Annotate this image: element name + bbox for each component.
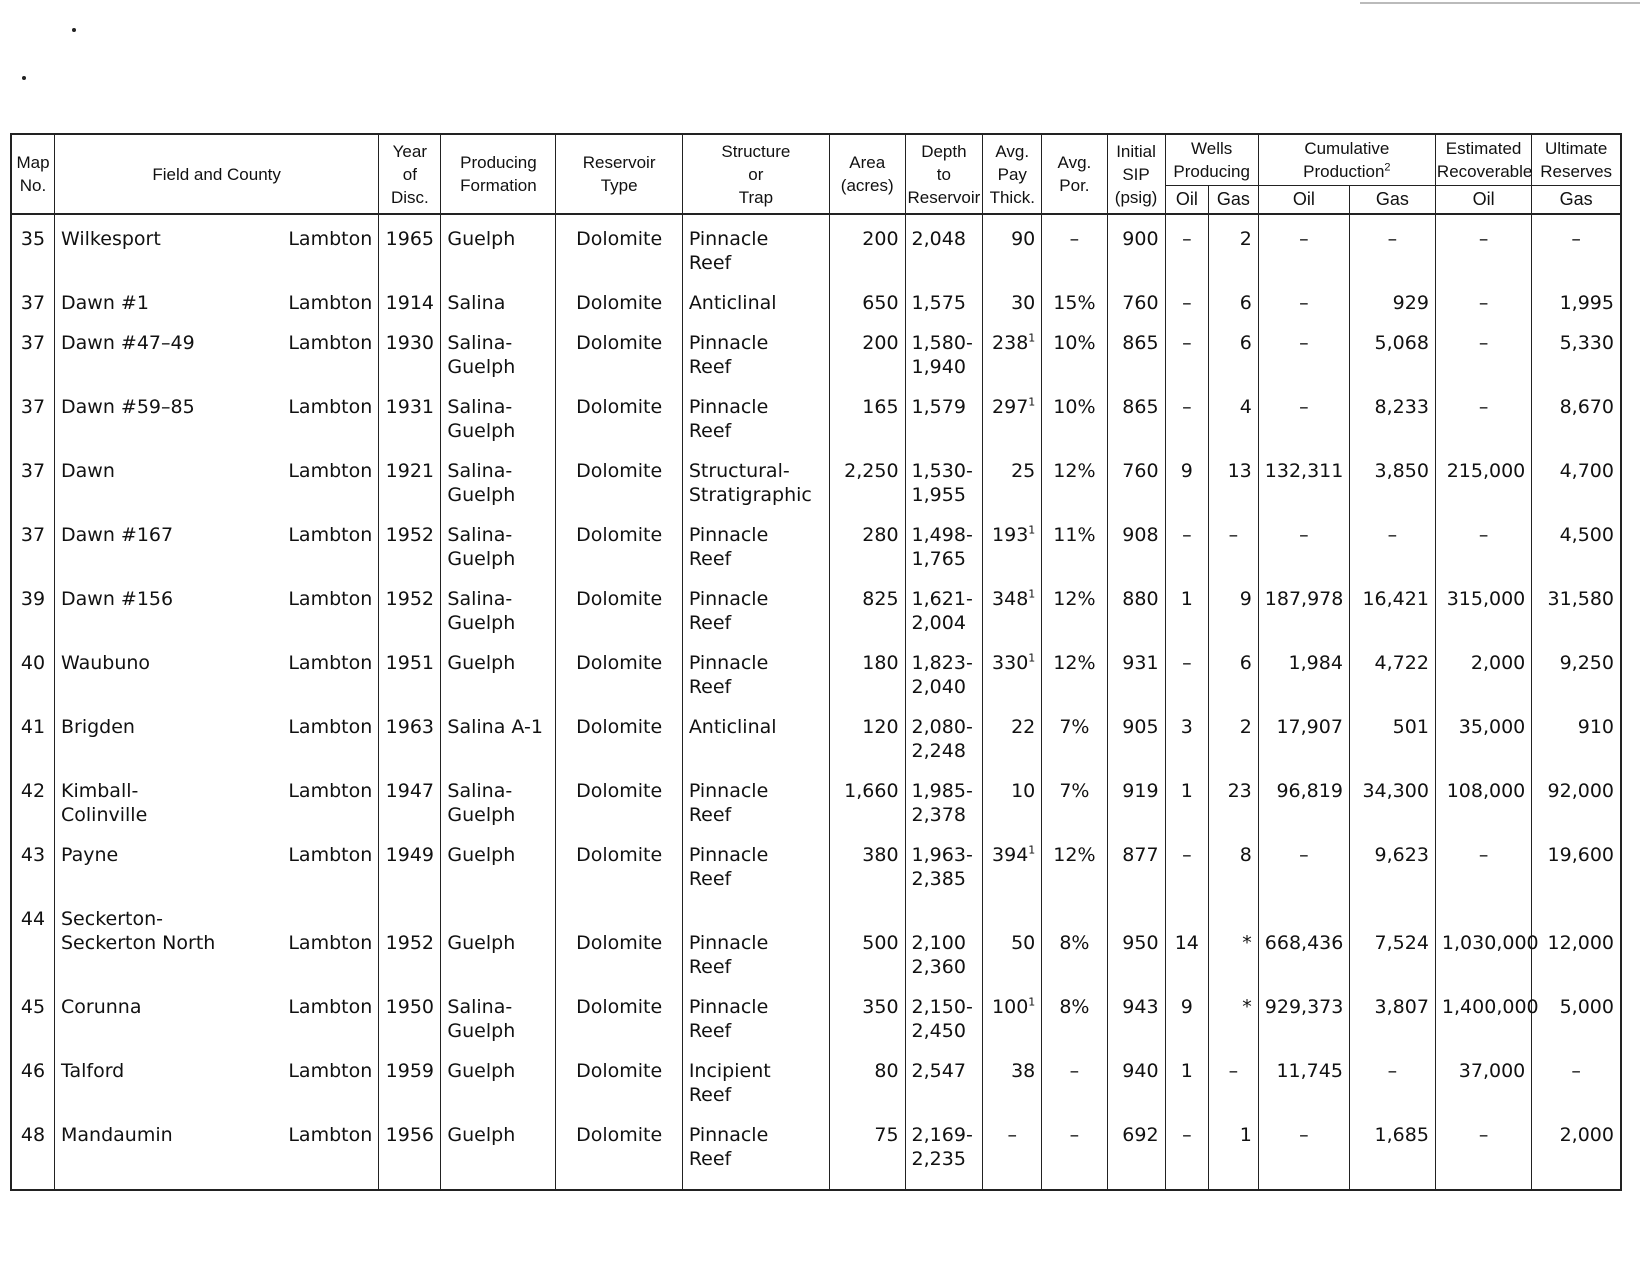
pay-cell: 38 (983, 1047, 1042, 1111)
porosity-cell: 11% (1042, 511, 1107, 575)
header-porosity: Avg. Por. (1042, 134, 1107, 214)
area-cell: 650 (829, 279, 905, 319)
porosity-cell: 15% (1042, 279, 1107, 319)
ult-gas-cell: 2,000 (1532, 1111, 1621, 1190)
depth-cell: 1,985- 2,378 (905, 767, 983, 831)
sip-cell: 905 (1107, 703, 1165, 767)
cum-oil-cell: 668,436 (1258, 895, 1349, 983)
table-row (11, 279, 1621, 319)
depth-cell: 2,547 (905, 1047, 983, 1111)
table-row (11, 831, 1621, 895)
wells-oil-cell: – (1165, 511, 1209, 575)
reservoir-type-cell: Dolomite (556, 895, 682, 983)
est-oil-cell: 108,000 (1435, 767, 1531, 831)
cum-gas-cell: 501 (1349, 703, 1435, 767)
est-oil-cell: 2,000 (1435, 639, 1531, 703)
field-county-cell: Dawn #1 Lambton (55, 279, 379, 319)
map-no-cell: 39 (11, 575, 55, 639)
year-cell: 1956 (379, 1111, 441, 1190)
sip-cell: 950 (1107, 895, 1165, 983)
structure-cell: Pinnacle Reef (682, 319, 829, 383)
year-cell: 1947 (379, 767, 441, 831)
cum-oil-cell: 17,907 (1258, 703, 1349, 767)
porosity-cell: 10% (1042, 319, 1107, 383)
cum-oil-cell: 11,745 (1258, 1047, 1349, 1111)
area-cell: 825 (829, 575, 905, 639)
map-no-cell: 42 (11, 767, 55, 831)
formation-cell: Salina- Guelph (441, 447, 556, 511)
est-oil-cell: 215,000 (1435, 447, 1531, 511)
speck-mark (22, 76, 26, 80)
table-row (11, 767, 1621, 831)
map-no-cell: 37 (11, 319, 55, 383)
header-estimated: Estimated Recoverable (1435, 134, 1531, 186)
cum-oil-cell: 132,311 (1258, 447, 1349, 511)
porosity-cell: 12% (1042, 447, 1107, 511)
sip-cell: 940 (1107, 1047, 1165, 1111)
depth-cell: 2,048 (905, 214, 983, 279)
table-row (11, 214, 1621, 279)
pay-cell: – (983, 1111, 1042, 1190)
est-oil-cell: – (1435, 511, 1531, 575)
field-county-cell: Seckerton- Seckerton North Lambton (55, 895, 379, 983)
pay-cell: 50 (983, 895, 1042, 983)
est-oil-cell: – (1435, 319, 1531, 383)
wells-oil-cell: 3 (1165, 703, 1209, 767)
reservoir-type-cell: Dolomite (556, 767, 682, 831)
field-county-cell: Kimball- Colinville Lambton (55, 767, 379, 831)
map-no-cell: 37 (11, 447, 55, 511)
wells-gas-cell: 2 (1209, 214, 1259, 279)
cum-gas-cell: 7,524 (1349, 895, 1435, 983)
reservoir-type-cell: Dolomite (556, 1047, 682, 1111)
wells-gas-cell: 9 (1209, 575, 1259, 639)
table-row (11, 895, 1621, 983)
area-cell: 1,660 (829, 767, 905, 831)
header-wells-gas: Gas (1209, 186, 1259, 215)
ult-gas-cell: 31,580 (1532, 575, 1621, 639)
field-county-cell: Corunna Lambton (55, 983, 379, 1047)
cum-oil-cell: – (1258, 214, 1349, 279)
structure-cell: Structural- Stratigraphic (682, 447, 829, 511)
formation-cell: Guelph (441, 895, 556, 983)
cum-oil-cell: – (1258, 279, 1349, 319)
wells-oil-cell: 1 (1165, 1047, 1209, 1111)
cum-gas-cell: – (1349, 214, 1435, 279)
year-cell: 1952 (379, 895, 441, 983)
wells-oil-cell: – (1165, 831, 1209, 895)
year-cell: 1950 (379, 983, 441, 1047)
reservoir-type-cell: Dolomite (556, 983, 682, 1047)
pay-cell: 30 (983, 279, 1042, 319)
reservoir-type-cell: Dolomite (556, 214, 682, 279)
pay-cell: $297^1$ (983, 383, 1042, 447)
est-oil-cell: – (1435, 214, 1531, 279)
wells-gas-cell: – (1209, 1047, 1259, 1111)
cum-gas-cell: 4,722 (1349, 639, 1435, 703)
wells-oil-cell: 14 (1165, 895, 1209, 983)
structure-cell: Anticlinal (682, 703, 829, 767)
header-cumulative: Cumulative Production$^2$ (1258, 134, 1435, 186)
cum-oil-cell: – (1258, 511, 1349, 575)
reservoir-type-cell: Dolomite (556, 575, 682, 639)
formation-cell: Guelph (441, 1111, 556, 1190)
ult-gas-cell: 910 (1532, 703, 1621, 767)
wells-gas-cell: * (1209, 983, 1259, 1047)
map-no-cell: 37 (11, 511, 55, 575)
wells-gas-cell: * (1209, 895, 1259, 983)
est-oil-cell: – (1435, 831, 1531, 895)
structure-cell: Pinnacle Reef (682, 639, 829, 703)
header-cum-oil: Oil (1258, 186, 1349, 215)
field-county-cell: Dawn #47–49 Lambton (55, 319, 379, 383)
depth-cell: 2,080- 2,248 (905, 703, 983, 767)
sip-cell: 908 (1107, 511, 1165, 575)
pay-cell: 90 (983, 214, 1042, 279)
table-row (11, 575, 1621, 639)
table-row (11, 703, 1621, 767)
cum-oil-cell: – (1258, 831, 1349, 895)
cum-oil-cell: 929,373 (1258, 983, 1349, 1047)
formation-cell: Salina- Guelph (441, 383, 556, 447)
table-row (11, 511, 1621, 575)
table-row (11, 983, 1621, 1047)
cum-oil-cell: 96,819 (1258, 767, 1349, 831)
cum-gas-cell: 3,850 (1349, 447, 1435, 511)
ult-gas-cell: 5,000 (1532, 983, 1621, 1047)
table-row (11, 447, 1621, 511)
table-row (11, 1111, 1621, 1190)
wells-gas-cell: 6 (1209, 319, 1259, 383)
porosity-cell: 7% (1042, 767, 1107, 831)
area-cell: 350 (829, 983, 905, 1047)
year-cell: 1949 (379, 831, 441, 895)
pay-cell: $100^1$ (983, 983, 1042, 1047)
wells-gas-cell: – (1209, 511, 1259, 575)
cum-gas-cell: – (1349, 1047, 1435, 1111)
est-oil-cell: – (1435, 383, 1531, 447)
area-cell: 280 (829, 511, 905, 575)
map-no-cell: 41 (11, 703, 55, 767)
depth-cell: 1,963- 2,385 (905, 831, 983, 895)
field-county-cell: Brigden Lambton (55, 703, 379, 767)
reservoir-type-cell: Dolomite (556, 279, 682, 319)
wells-gas-cell: 4 (1209, 383, 1259, 447)
map-no-cell: 44 (11, 895, 55, 983)
porosity-cell: 10% (1042, 383, 1107, 447)
porosity-cell: 12% (1042, 639, 1107, 703)
wells-oil-cell: – (1165, 319, 1209, 383)
sip-cell: 919 (1107, 767, 1165, 831)
cum-gas-cell: 1,685 (1349, 1111, 1435, 1190)
sip-cell: 865 (1107, 383, 1165, 447)
depth-cell: 1,579 (905, 383, 983, 447)
sip-cell: 877 (1107, 831, 1165, 895)
wells-oil-cell: 9 (1165, 447, 1209, 511)
ult-gas-cell: 12,000 (1532, 895, 1621, 983)
map-no-cell: 45 (11, 983, 55, 1047)
ult-gas-cell: 4,500 (1532, 511, 1621, 575)
sip-cell: 900 (1107, 214, 1165, 279)
header-est-oil: Oil (1435, 186, 1531, 215)
formation-cell: Guelph (441, 639, 556, 703)
structure-cell: Pinnacle Reef (682, 575, 829, 639)
wells-oil-cell: 1 (1165, 767, 1209, 831)
formation-cell: Salina- Guelph (441, 319, 556, 383)
map-no-cell: 46 (11, 1047, 55, 1111)
formation-cell: Salina- Guelph (441, 575, 556, 639)
wells-gas-cell: 6 (1209, 639, 1259, 703)
area-cell: 75 (829, 1111, 905, 1190)
header-ult-gas: Gas (1532, 186, 1621, 215)
map-no-cell: 40 (11, 639, 55, 703)
header-sip: Initial SIP (psig) (1107, 134, 1165, 214)
field-county-cell: Waubuno Lambton (55, 639, 379, 703)
wells-oil-cell: – (1165, 383, 1209, 447)
speck-mark (72, 28, 76, 32)
porosity-cell: – (1042, 214, 1107, 279)
wells-oil-cell: – (1165, 214, 1209, 279)
structure-cell: Pinnacle Reef (682, 895, 829, 983)
structure-cell: Incipient Reef (682, 1047, 829, 1111)
field-county-cell: Dawn #167 Lambton (55, 511, 379, 575)
reservoir-type-cell: Dolomite (556, 447, 682, 511)
depth-cell: 1,530- 1,955 (905, 447, 983, 511)
est-oil-cell: – (1435, 279, 1531, 319)
area-cell: 380 (829, 831, 905, 895)
sip-cell: 943 (1107, 983, 1165, 1047)
map-no-cell: 37 (11, 383, 55, 447)
area-cell: 165 (829, 383, 905, 447)
header-ultimate: Ultimate Reserves (1532, 134, 1621, 186)
map-no-cell: 35 (11, 214, 55, 279)
formation-cell: Salina- Guelph (441, 511, 556, 575)
map-no-cell: 48 (11, 1111, 55, 1190)
field-county-cell: Wilkesport Lambton (55, 214, 379, 279)
year-cell: 1959 (379, 1047, 441, 1111)
reservoir-type-cell: Dolomite (556, 831, 682, 895)
year-cell: 1965 (379, 214, 441, 279)
ult-gas-cell: – (1532, 214, 1621, 279)
ult-gas-cell: 5,330 (1532, 319, 1621, 383)
porosity-cell: 12% (1042, 831, 1107, 895)
sip-cell: 760 (1107, 279, 1165, 319)
wells-gas-cell: 6 (1209, 279, 1259, 319)
cum-oil-cell: 187,978 (1258, 575, 1349, 639)
depth-cell: 2,100 2,360 (905, 895, 983, 983)
cum-oil-cell: – (1258, 319, 1349, 383)
table-row (11, 319, 1621, 383)
reservoir-type-cell: Dolomite (556, 319, 682, 383)
porosity-cell: 7% (1042, 703, 1107, 767)
table-row (11, 639, 1621, 703)
sip-cell: 880 (1107, 575, 1165, 639)
table-row (11, 1047, 1621, 1111)
field-county-cell: Talford Lambton (55, 1047, 379, 1111)
cum-oil-cell: – (1258, 1111, 1349, 1190)
wells-oil-cell: 1 (1165, 575, 1209, 639)
cum-gas-cell: 34,300 (1349, 767, 1435, 831)
ult-gas-cell: 9,250 (1532, 639, 1621, 703)
area-cell: 500 (829, 895, 905, 983)
wells-gas-cell: 8 (1209, 831, 1259, 895)
ult-gas-cell: 19,600 (1532, 831, 1621, 895)
ult-gas-cell: – (1532, 1047, 1621, 1111)
structure-cell: Pinnacle Reef (682, 511, 829, 575)
sip-cell: 931 (1107, 639, 1165, 703)
field-county-cell: Dawn #156 Lambton (55, 575, 379, 639)
header-pay: Avg. Pay Thick. (983, 134, 1042, 214)
field-county-cell: Dawn #59–85 Lambton (55, 383, 379, 447)
pay-cell: $238^1$ (983, 319, 1042, 383)
map-no-cell: 37 (11, 279, 55, 319)
year-cell: 1930 (379, 319, 441, 383)
porosity-cell: – (1042, 1047, 1107, 1111)
header-area: Area (acres) (829, 134, 905, 214)
pay-cell: $330^1$ (983, 639, 1042, 703)
year-cell: 1952 (379, 575, 441, 639)
wells-oil-cell: 9 (1165, 983, 1209, 1047)
cum-gas-cell: 5,068 (1349, 319, 1435, 383)
porosity-cell: 8% (1042, 895, 1107, 983)
cum-gas-cell: 3,807 (1349, 983, 1435, 1047)
header-structure: Structure or Trap (682, 134, 829, 214)
year-cell: 1952 (379, 511, 441, 575)
wells-oil-cell: – (1165, 1111, 1209, 1190)
depth-cell: 1,580- 1,940 (905, 319, 983, 383)
year-cell: 1931 (379, 383, 441, 447)
est-oil-cell: – (1435, 1111, 1531, 1190)
cum-oil-cell: 1,984 (1258, 639, 1349, 703)
structure-cell: Pinnacle Reef (682, 383, 829, 447)
depth-cell: 1,575 (905, 279, 983, 319)
pay-cell: 22 (983, 703, 1042, 767)
area-cell: 120 (829, 703, 905, 767)
pay-cell: $348^1$ (983, 575, 1042, 639)
field-county-cell: Dawn Lambton (55, 447, 379, 511)
ult-gas-cell: 4,700 (1532, 447, 1621, 511)
sip-cell: 865 (1107, 319, 1165, 383)
depth-cell: 1,621- 2,004 (905, 575, 983, 639)
header-map-no: Map No. (11, 134, 55, 214)
formation-cell: Guelph (441, 214, 556, 279)
header-wells-oil: Oil (1165, 186, 1209, 215)
cum-gas-cell: 929 (1349, 279, 1435, 319)
header-reservoir-type: Reservoir Type (556, 134, 682, 214)
wells-gas-cell: 13 (1209, 447, 1259, 511)
ult-gas-cell: 1,995 (1532, 279, 1621, 319)
formation-cell: Salina- Guelph (441, 983, 556, 1047)
sip-cell: 692 (1107, 1111, 1165, 1190)
structure-cell: Anticlinal (682, 279, 829, 319)
reservoir-type-cell: Dolomite (556, 383, 682, 447)
field-county-cell: Payne Lambton (55, 831, 379, 895)
pay-cell: $193^1$ (983, 511, 1042, 575)
formation-cell: Salina A-1 (441, 703, 556, 767)
area-cell: 180 (829, 639, 905, 703)
pay-cell: $394^1$ (983, 831, 1042, 895)
reservoir-type-cell: Dolomite (556, 511, 682, 575)
cum-gas-cell: 16,421 (1349, 575, 1435, 639)
ult-gas-cell: 8,670 (1532, 383, 1621, 447)
est-oil-cell: 1,030,000 (1435, 895, 1531, 983)
structure-cell: Pinnacle Reef (682, 214, 829, 279)
depth-cell: 1,498- 1,765 (905, 511, 983, 575)
cum-gas-cell: 9,623 (1349, 831, 1435, 895)
structure-cell: Pinnacle Reef (682, 983, 829, 1047)
year-cell: 1951 (379, 639, 441, 703)
header-depth: Depth to Reservoir (905, 134, 983, 214)
year-cell: 1921 (379, 447, 441, 511)
wells-gas-cell: 1 (1209, 1111, 1259, 1190)
reservoir-type-cell: Dolomite (556, 639, 682, 703)
cum-gas-cell: 8,233 (1349, 383, 1435, 447)
pay-cell: 25 (983, 447, 1042, 511)
cum-gas-cell: – (1349, 511, 1435, 575)
area-cell: 80 (829, 1047, 905, 1111)
header-field-county: Field and County (55, 134, 379, 214)
year-cell: 1963 (379, 703, 441, 767)
header-year: Year of Disc. (379, 134, 441, 214)
porosity-cell: – (1042, 1111, 1107, 1190)
area-cell: 2,250 (829, 447, 905, 511)
reservoir-type-cell: Dolomite (556, 703, 682, 767)
structure-cell: Pinnacle Reef (682, 1111, 829, 1190)
top-edge-line (1360, 2, 1640, 4)
sip-cell: 760 (1107, 447, 1165, 511)
table-row (11, 383, 1621, 447)
porosity-cell: 12% (1042, 575, 1107, 639)
depth-cell: 2,169- 2,235 (905, 1111, 983, 1190)
formation-cell: Salina- Guelph (441, 767, 556, 831)
wells-oil-cell: – (1165, 639, 1209, 703)
est-oil-cell: 1,400,000 (1435, 983, 1531, 1047)
area-cell: 200 (829, 319, 905, 383)
area-cell: 200 (829, 214, 905, 279)
formation-cell: Guelph (441, 831, 556, 895)
structure-cell: Pinnacle Reef (682, 767, 829, 831)
structure-cell: Pinnacle Reef (682, 831, 829, 895)
map-no-cell: 43 (11, 831, 55, 895)
wells-gas-cell: 2 (1209, 703, 1259, 767)
formation-cell: Salina (441, 279, 556, 319)
pay-cell: 10 (983, 767, 1042, 831)
header-cum-gas: Gas (1349, 186, 1435, 215)
field-county-cell: Mandaumin Lambton (55, 1111, 379, 1190)
depth-cell: 1,823- 2,040 (905, 639, 983, 703)
porosity-cell: 8% (1042, 983, 1107, 1047)
ult-gas-cell: 92,000 (1532, 767, 1621, 831)
est-oil-cell: 315,000 (1435, 575, 1531, 639)
oil-gas-fields-table (10, 133, 1622, 1191)
wells-gas-cell: 23 (1209, 767, 1259, 831)
formation-cell: Guelph (441, 1047, 556, 1111)
est-oil-cell: 35,000 (1435, 703, 1531, 767)
wells-oil-cell: – (1165, 279, 1209, 319)
est-oil-cell: 37,000 (1435, 1047, 1531, 1111)
header-wells: Wells Producing (1165, 134, 1258, 186)
year-cell: 1914 (379, 279, 441, 319)
cum-oil-cell: – (1258, 383, 1349, 447)
header-formation: Producing Formation (441, 134, 556, 214)
depth-cell: 2,150- 2,450 (905, 983, 983, 1047)
reservoir-type-cell: Dolomite (556, 1111, 682, 1190)
